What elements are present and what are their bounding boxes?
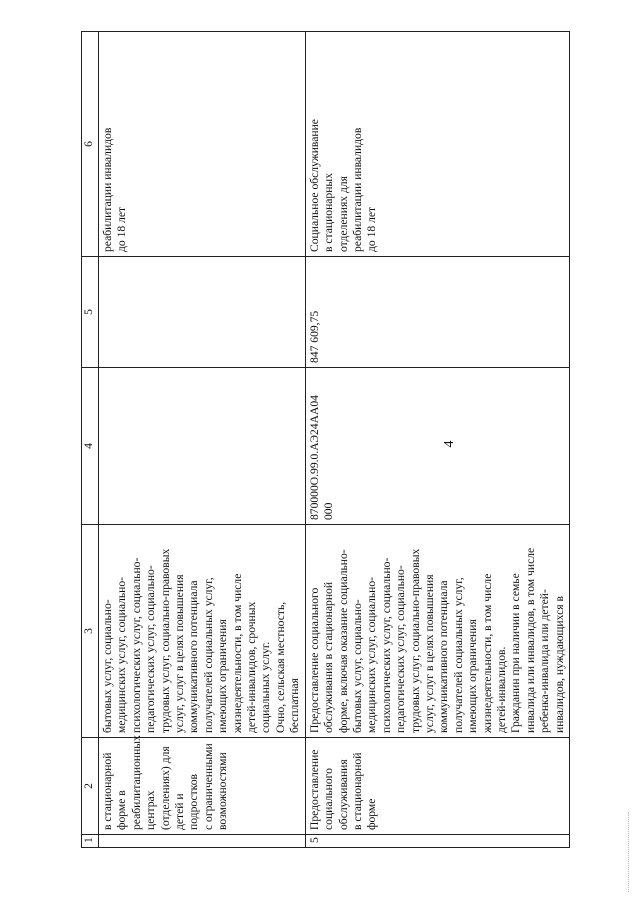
table-row <box>305 32 569 848</box>
column-header-2: 2 <box>82 738 99 835</box>
service-content: Предоставление социального обслуживания в стационарной форме, включая оказание социально- бытовых услуг, социально- медицинских услуг, социально- психологических услуг, социально- педагогических услуг, социально- трудовых услуг, социально-правовых услуг, услуг в целях повышения коммуникативного потенциала получателей социальных услуг, имеющих ограничения жизнедеятельности, в том числе детей-инвалидов. Гражданин при наличии в семье инвалида или инвалидов, в том числе ребенка-инвалида или детей- инвалидов, нуждающихся в <box>307 547 566 733</box>
page-number: 4 <box>442 440 457 448</box>
service-name-cell <box>305 738 569 835</box>
row-number-cell <box>305 835 569 848</box>
service-name: Предоставление социального обслуживания в стационарной форме <box>307 749 379 830</box>
column-header-3: 3 <box>82 525 99 738</box>
department-cell <box>99 32 306 257</box>
department-name: Социальное обслуживание в стационарных отделениях для реабилитации инвалидов до 18 лет <box>307 119 379 252</box>
services-table <box>81 31 570 848</box>
cost-cell <box>99 257 306 368</box>
department-name: реабилитации инвалидов до 18 лет <box>101 127 129 252</box>
department-cell <box>305 32 569 257</box>
row-number-cell <box>99 835 306 848</box>
cost-value: 847 609,75 <box>307 310 321 363</box>
service-content: бытовых услуг, социально- медицинских услуг, социально- психологических услуг, социально- педагогических услуг, социально- трудовых услуг, социально-правовых услуг, услуг в целях повышения коммуникативного потенциала получателей социальных услуг, имеющих ограничения жизнедеятельности, в том числе детей-инвалидов, срочных социальных услуг. Очно, сельская местность, бесплатная <box>101 548 302 733</box>
service-name: в стационарной форме в реабилитационных центрах (отделениях) для детей и подростков с ограниченными возможностями <box>101 735 230 830</box>
table-header-row <box>82 32 99 848</box>
service-name-cell <box>99 735 306 835</box>
row-number: 5 <box>307 837 321 843</box>
registry-code-cell <box>305 368 569 525</box>
scan-artifact <box>628 812 632 892</box>
column-header-6: 6 <box>82 32 99 257</box>
registry-code-cell <box>99 368 306 525</box>
table-row <box>99 32 306 848</box>
column-header-5: 5 <box>82 257 99 368</box>
service-content-cell <box>305 525 569 738</box>
column-header-4: 4 <box>82 368 99 525</box>
rotated-table-container <box>81 32 566 848</box>
column-header-1: 1 <box>82 835 99 848</box>
cost-cell <box>305 257 569 368</box>
registry-code: 870000О.99.0.АЭ24АА04 000 <box>307 395 336 520</box>
service-content-cell <box>99 525 306 738</box>
